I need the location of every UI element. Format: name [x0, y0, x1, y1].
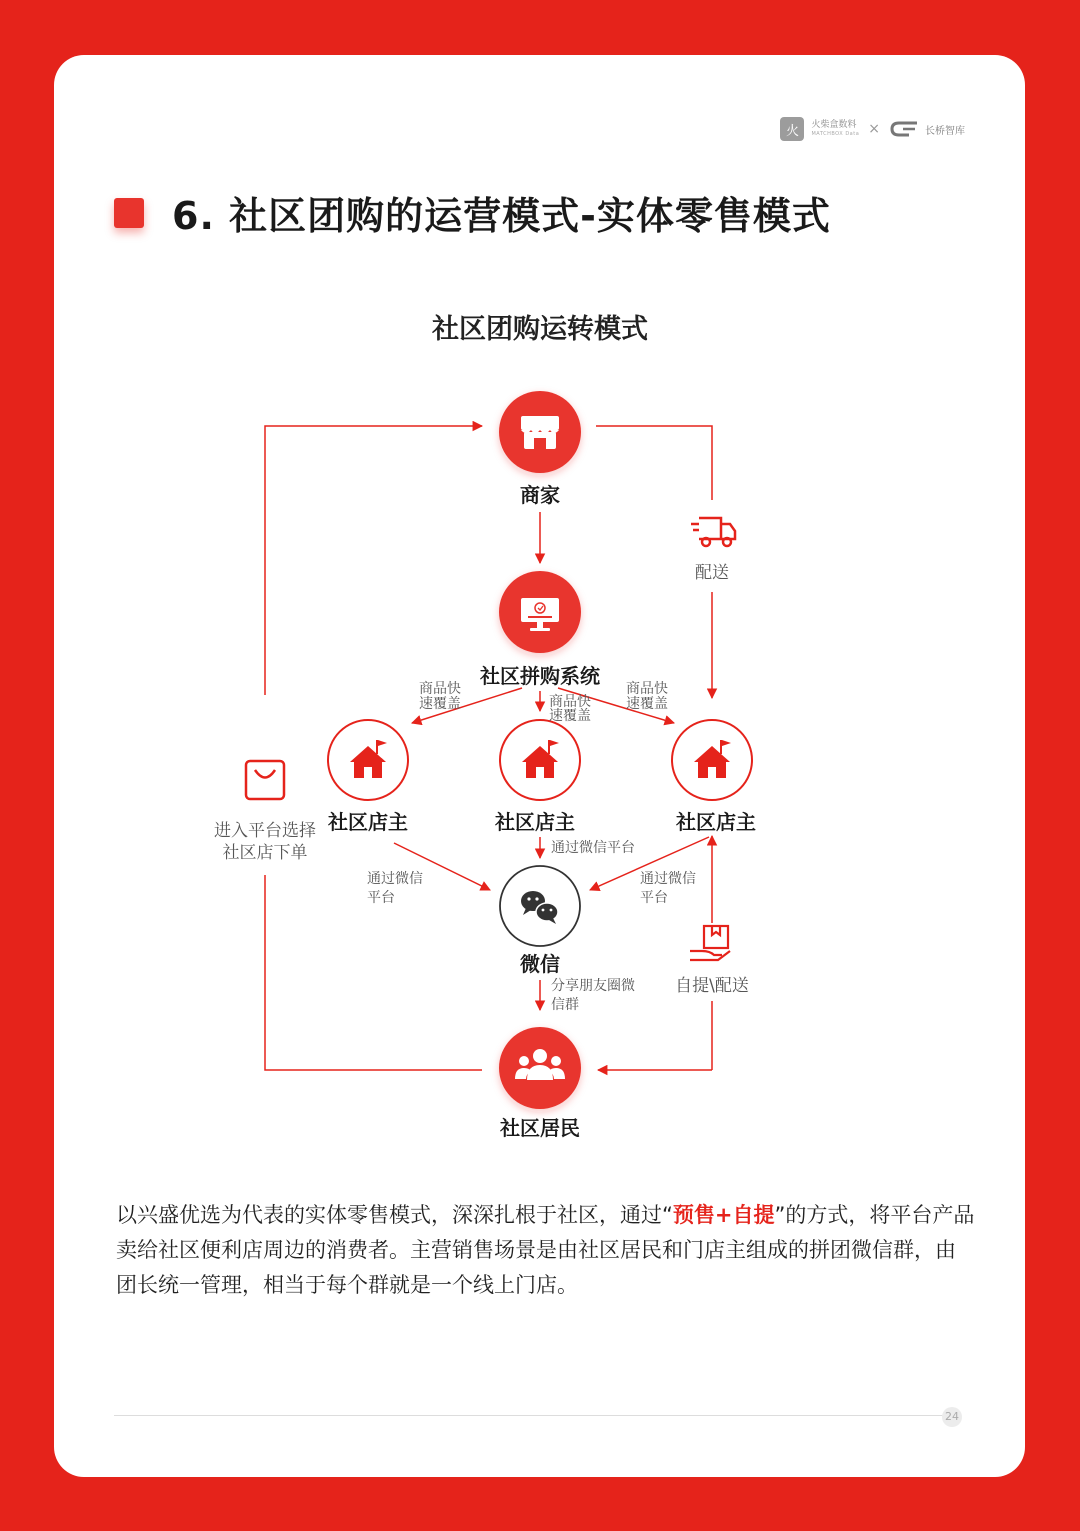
- cover-right-label-1: 商品快: [626, 681, 668, 697]
- residents-label: 社区居民: [500, 1116, 580, 1140]
- page-card: [54, 55, 1025, 1477]
- share-label-2: 信群: [551, 997, 579, 1013]
- logo2-text: 长桥智库: [925, 125, 965, 137]
- order-group: [204, 700, 324, 872]
- node-wechat: [500, 866, 580, 976]
- edge-order-to-merchant: [265, 426, 482, 695]
- page-number: 24: [942, 1407, 962, 1427]
- footer-divider: [114, 1415, 944, 1416]
- description-highlight: 预售+自提: [672, 1203, 775, 1227]
- share-label-1: 分享朋友圈微: [551, 978, 635, 994]
- cover-left-label-1: 商品快: [419, 681, 461, 697]
- delivery-label: 配送: [695, 563, 729, 583]
- diagram-title: 社区团购运转模式: [432, 314, 648, 345]
- delivery-group: [691, 510, 782, 590]
- wechat-right-label-1: 通过微信: [640, 871, 696, 887]
- shop-left-label: 社区店主: [328, 810, 408, 834]
- wechat-left-label-2: 平台: [367, 890, 395, 906]
- pickup-label: 自提\配送: [675, 976, 749, 996]
- cover-left-label-2: 速覆盖: [419, 696, 461, 712]
- description-part1: 以兴盛优选为代表的实体零售模式，深深扎根于社区，通过“: [116, 1203, 673, 1227]
- matchbox-logo-icon: 火: [780, 117, 804, 141]
- wechat-left-label-1: 通过微信: [367, 871, 423, 887]
- description-paragraph: [116, 1198, 976, 1303]
- order-label-1: 进入平台选择: [214, 821, 316, 841]
- flow-diagram: [54, 55, 1025, 1155]
- node-shop-left: [327, 720, 408, 834]
- shop-center-label: 社区店主: [495, 810, 575, 834]
- node-shop-center: [494, 720, 580, 834]
- wechat-center-label: 通过微信平台: [551, 840, 635, 856]
- node-merchant: [499, 391, 581, 507]
- logo1-subtext: MATCHBOX Data: [811, 131, 860, 137]
- node-shop-right: [672, 720, 756, 834]
- node-system: [479, 571, 600, 688]
- system-label: 社区拼购系统: [480, 664, 600, 688]
- description-part2: ”的方式，将平台产品卖给社区便利店周边的消费者。主营销售场景是由社区居民和门店主组成的拼团微信群，由团长统一管理，相当于每个群就是一个线上门店。: [116, 1203, 975, 1297]
- merchant-label: 商家: [520, 483, 560, 507]
- wechat-right-label-2: 平台: [640, 890, 668, 906]
- cover-center-label-1: 商品快: [549, 694, 591, 710]
- logo1-text: 火柴盒数料: [811, 120, 857, 130]
- cover-center-label-2: 速覆盖: [549, 708, 591, 724]
- store-icon: [521, 416, 559, 449]
- wechat-label: 微信: [520, 952, 560, 976]
- cover-right-label-2: 速覆盖: [626, 696, 668, 712]
- shop-right-label: 社区店主: [676, 810, 756, 834]
- logo-separator: ×: [868, 121, 880, 137]
- pickup-group: [666, 923, 761, 1001]
- node-residents: [499, 1027, 581, 1140]
- section-title: 6. 社区团购的运营模式-实体零售模式: [172, 194, 831, 238]
- edge-merchant-to-delivery: [596, 426, 712, 500]
- order-label-2: 社区店下单: [222, 843, 308, 863]
